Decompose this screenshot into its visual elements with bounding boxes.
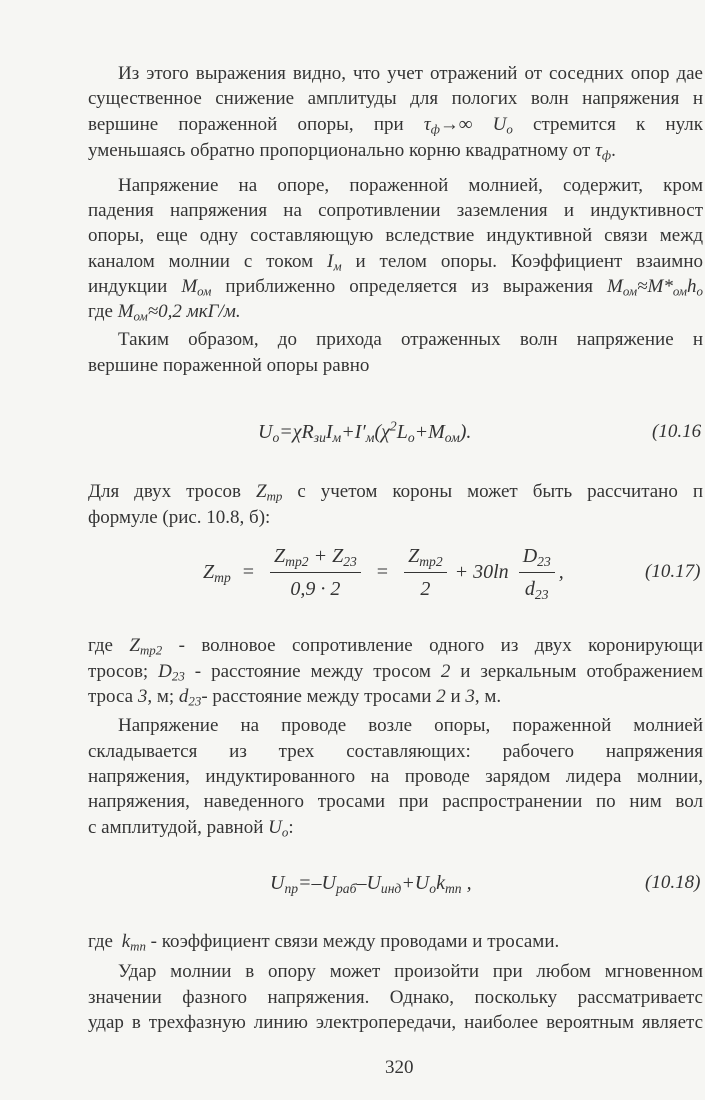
math-symbol: I <box>327 251 334 272</box>
line-text: , м; <box>147 686 179 707</box>
line-text: опоры, еще одну составляющую вследствие индуктивной связи межд <box>88 225 703 246</box>
math-symbol: I <box>325 421 333 443</box>
line-text: значении фазного напряжения. Однако, поскольку рассматриваетс <box>88 987 703 1008</box>
math-subscript: тр2 <box>139 642 163 658</box>
math-symbol: M <box>117 301 134 322</box>
math-subscript: о <box>506 121 513 137</box>
math-subscript: ом <box>197 283 212 299</box>
math-symbol: U <box>258 421 273 443</box>
text-line <box>88 249 703 275</box>
math-subscript: ом <box>672 283 688 299</box>
math-subscript: тп <box>130 938 146 954</box>
line-text: и <box>445 686 466 707</box>
text-line <box>118 713 703 739</box>
math-symbol: Z <box>256 481 267 502</box>
math-symbol: 2 <box>440 661 451 682</box>
math-subscript: о <box>429 880 437 896</box>
text-line <box>88 764 703 790</box>
math-group <box>203 560 231 584</box>
text-line <box>88 274 703 300</box>
math-symbol: 0,9 · 2 <box>290 577 341 600</box>
line-text: с амплитудой, равной <box>88 817 269 838</box>
line-text: где <box>88 635 130 656</box>
math-symbol: (χ <box>374 421 390 443</box>
math-subscript: инд <box>380 880 402 896</box>
math-symbol: Z <box>408 544 420 567</box>
line-text: напряжения, наведенного тросами при распространении по ним вол <box>88 791 703 812</box>
math-symbol: U <box>268 817 282 838</box>
math-symbol: Z <box>274 544 286 567</box>
math-symbol: τ <box>595 140 602 161</box>
page-number: 320 <box>385 1057 414 1078</box>
line-text: - расстояние между тросами <box>201 686 437 707</box>
math-subscript: о <box>696 283 703 299</box>
math-symbol: 2 <box>436 686 446 707</box>
math-subscript: тр <box>266 488 283 504</box>
math-subscript: тр2 <box>419 553 443 569</box>
math-symbol: L <box>396 421 408 443</box>
math-symbol: ≈M* <box>637 276 673 297</box>
text-line <box>118 61 703 87</box>
math-subscript: пр <box>284 880 299 896</box>
math-symbol: d <box>178 686 189 707</box>
fraction-numerator <box>404 544 447 573</box>
line-text: и телом опоры. Коэффициент взаимно <box>341 251 703 272</box>
math-subscript: тр <box>214 569 231 585</box>
line-text: уменьшаясь обратно пропорционально корню квадратному от <box>88 140 596 161</box>
text-line <box>88 505 703 531</box>
line-text: каналом молнии с током <box>88 251 328 272</box>
math-subscript: м <box>365 429 375 445</box>
line-text: , м. <box>474 686 502 707</box>
math-symbol: +U <box>401 872 430 894</box>
math-subscript: раб <box>336 880 357 896</box>
math-subscript: о <box>407 429 415 445</box>
math-symbol: M <box>607 276 623 297</box>
math-subscript: ф <box>430 121 440 137</box>
line-text: - расстояние между тросом <box>184 661 441 682</box>
math-symbol: + Z <box>308 544 344 567</box>
text-line <box>88 353 703 379</box>
line-text: приближенно определяется из выражения <box>211 276 608 297</box>
equation-10-17 <box>203 530 564 614</box>
line-text: вершине пораженной опоры, при <box>88 114 424 135</box>
math-symbol: d <box>524 577 535 600</box>
text-line <box>88 739 703 765</box>
math-symbol: ≈0,2 мкГ/м. <box>147 301 241 322</box>
math-symbol: +I′ <box>341 421 366 443</box>
equation-number: (10.16 <box>652 421 702 442</box>
equation-number: (10.17) <box>645 561 701 582</box>
math-symbol: h <box>687 276 697 297</box>
line-text: напряжения, индуктированного на проводе зарядом лидера молнии, <box>88 766 703 787</box>
math-symbol: 3 <box>137 686 148 707</box>
equation-number: (10.18) <box>645 872 701 893</box>
line-text: где <box>88 931 118 952</box>
math-symbol: D <box>158 661 172 682</box>
math-symbol: k <box>436 872 445 894</box>
math-comma: , <box>558 561 564 583</box>
math-symbol: =–U <box>298 872 336 894</box>
math-subscript: ом <box>622 283 638 299</box>
math-symbol: 3 <box>465 686 475 707</box>
text-line <box>88 299 703 325</box>
math-subscript: ом <box>133 308 148 324</box>
math-subscript: 23 <box>537 553 551 569</box>
line-text: падения напряжения на сопротивлении заземления и индуктивност <box>88 200 703 221</box>
fraction-denominator <box>416 573 434 601</box>
text-line <box>88 198 703 224</box>
math-symbol: , <box>461 872 472 894</box>
equation-10-18 <box>270 870 472 896</box>
math-symbol: –U <box>356 872 381 894</box>
text-line <box>88 789 703 815</box>
fraction-numerator <box>519 544 555 573</box>
line-text: и зеркальным отображением <box>450 661 703 682</box>
text-line <box>88 815 703 841</box>
line-text: Из этого выражения видно, что учет отражений от соседних опор дае <box>118 63 703 84</box>
math-symbol: ). <box>459 421 472 443</box>
math-symbol: 2 <box>420 577 431 600</box>
line-text: индукции <box>88 276 182 297</box>
line-text: с учетом короны может быть рассчитано п <box>282 481 703 502</box>
math-symbol: τ <box>423 114 431 135</box>
math-subscript: 23 <box>343 553 357 569</box>
line-text: существенное снижение амплитуды для пологих волн напряжения н <box>88 88 703 109</box>
line-text: где <box>88 301 118 322</box>
math-symbol: U <box>270 872 285 894</box>
text-line <box>118 173 703 199</box>
math-subscript: ом <box>444 429 460 445</box>
text-line <box>88 479 703 505</box>
line-text: складывается из трех составляющих: рабочего напряжения <box>88 741 703 762</box>
text-line <box>88 86 703 112</box>
fraction-numerator <box>270 544 361 573</box>
math-symbol: M <box>181 276 198 297</box>
math-subscript: 23 <box>188 693 202 709</box>
line-text: Напряжение на опоре, пораженной молнией, содержит, кром <box>118 175 703 196</box>
equals-sign: = <box>376 561 389 583</box>
line-text: - волновое сопротивление одного из двух коронирующи <box>162 635 703 656</box>
math-symbol: =χR <box>279 421 314 443</box>
line-text: удар в трехфазную линию электропередачи, наиболее вероятным являетс <box>88 1012 703 1033</box>
line-text: Для двух тросов <box>88 481 256 502</box>
text-line <box>88 633 703 659</box>
line-text: тросов; <box>88 661 159 682</box>
text-line <box>88 929 703 955</box>
text-line <box>88 985 703 1011</box>
math-subscript: тр2 <box>285 553 309 569</box>
line-text: : <box>288 817 294 838</box>
math-symbol: →∞ <box>439 114 493 135</box>
math-subscript: м <box>332 429 342 445</box>
text-line <box>88 138 703 164</box>
equation-10-16 <box>258 419 471 445</box>
math-symbol: +M <box>414 421 445 443</box>
line-text: Удар молнии в опору может произойти при любом мгновенном <box>118 961 703 982</box>
fraction <box>270 544 361 601</box>
math-symbol: D <box>522 544 538 567</box>
math-symbol: k <box>121 931 131 952</box>
math-subscript: 23 <box>534 586 549 602</box>
math-subscript: зи <box>313 429 326 445</box>
fraction <box>519 544 555 601</box>
text-line <box>88 684 703 710</box>
equals-sign: = <box>242 561 255 583</box>
line-text: - коэффициент связи между проводами и тросами. <box>145 931 560 952</box>
text-line <box>118 327 703 353</box>
math-subscript: о <box>272 429 280 445</box>
line-text: Напряжение на проводе возле опоры, пораженной молнией <box>118 715 703 736</box>
math-term: + 30ln <box>454 561 509 583</box>
math-subscript: м <box>333 258 342 274</box>
line-text: троса <box>88 686 138 707</box>
math-subscript: о <box>281 824 289 840</box>
math-subscript: 23 <box>171 668 185 684</box>
math-symbol: U <box>492 114 507 135</box>
fraction <box>404 544 447 601</box>
line-text: формуле (рис. 10.8, б): <box>88 507 271 528</box>
text-line <box>118 959 703 985</box>
math-subscript: ф <box>601 147 612 163</box>
line-text: Таким образом, до прихода отраженных волн напряжение н <box>118 329 703 350</box>
fraction-denominator <box>521 573 553 601</box>
math-symbol: Z <box>203 561 215 583</box>
text-line <box>88 659 703 685</box>
line-text: . <box>611 140 616 161</box>
line-text: вершине пораженной опоры равно <box>88 355 370 376</box>
math-subscript: тп <box>444 880 462 896</box>
line-text: стремится к нулк <box>512 114 703 135</box>
text-line <box>88 112 703 138</box>
math-superscript: 2 <box>389 418 397 434</box>
text-line <box>88 1010 703 1036</box>
fraction-denominator <box>286 573 344 601</box>
text-line <box>88 223 703 249</box>
math-symbol: Z <box>129 635 140 656</box>
